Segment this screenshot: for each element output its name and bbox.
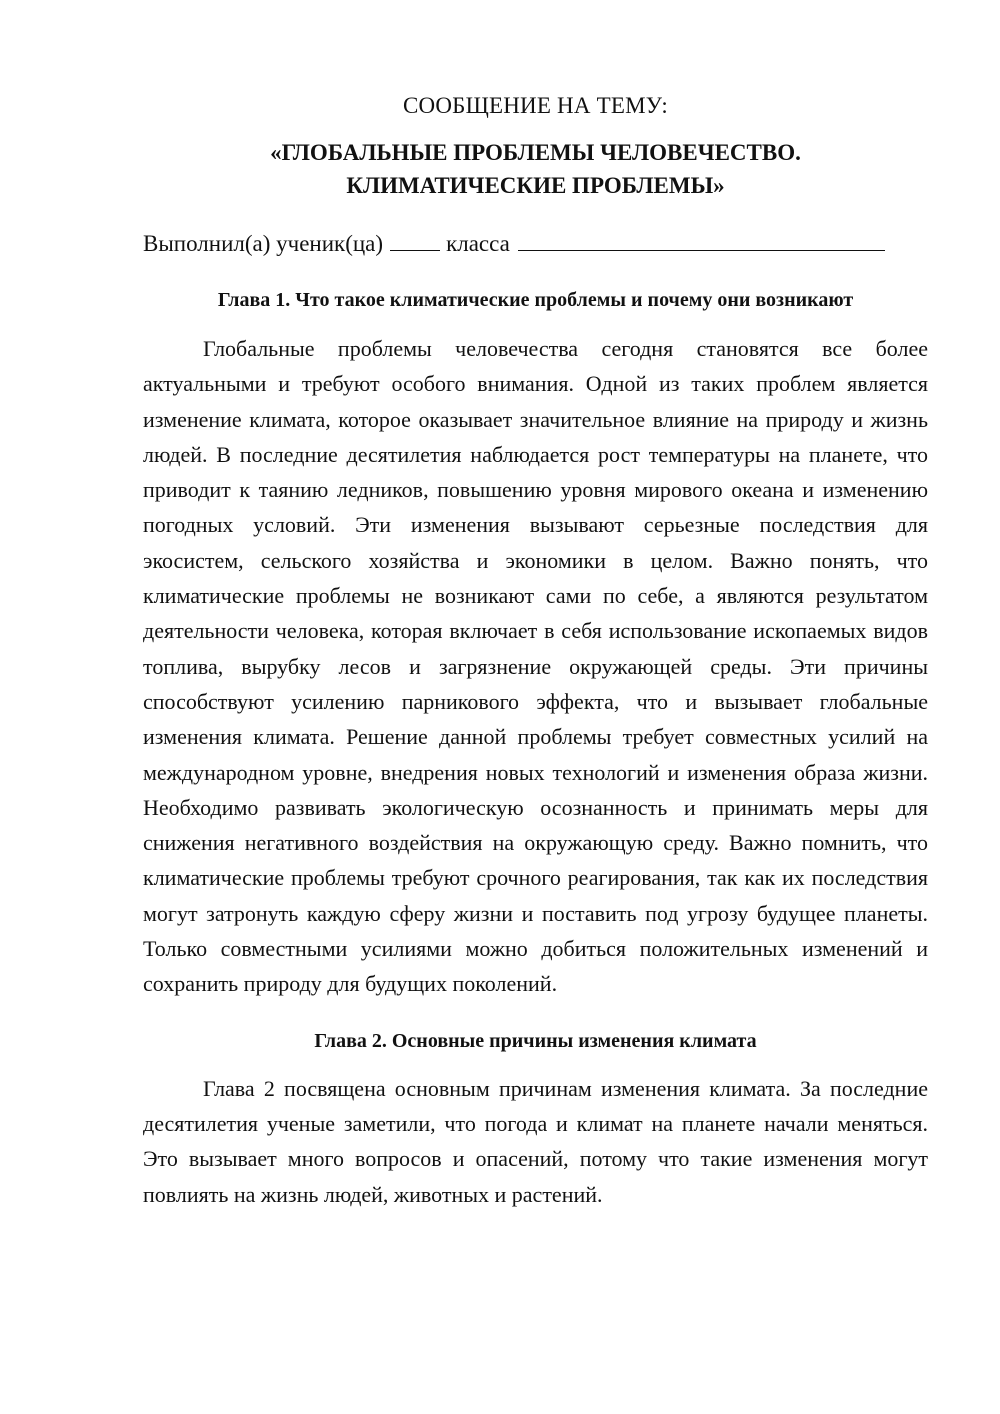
chapter-1-title: Глава 1. Что такое климатические проблемы и почему они возникают bbox=[217, 289, 854, 311]
class-label: класса bbox=[446, 231, 510, 256]
document-page bbox=[143, 90, 928, 1212]
document-title-line-2: КЛИМАТИЧЕСКИЕ ПРОБЛЕМЫ» bbox=[346, 173, 725, 198]
chapter-2-title: Глава 2. Основные причины изменения климата bbox=[314, 1029, 757, 1052]
document-kicker: СООБЩЕНИЕ НА ТЕМУ: bbox=[403, 93, 668, 118]
class-number-blank bbox=[390, 230, 440, 251]
chapter-1-paragraph: Глобальные проблемы человечества сегодня становятся все более актуальными и требуют особого внимания. Одной из таких проблем является изменение климата, которое оказывает значительное влияние на природу и жизнь людей. В последние десятилетия наблюдается рост температуры на планете, что приводит к таянию ледников, повышению уровня мирового океана и изменению погодных условий. Эти изменения вызывают серьезные последствия для экосистем, сельского хозяйства и экономики в целом. Важно понять, что климатические проблемы не возникают сами по себе, а являются результатом деятельности человека, которая включает в себя использование ископаемых видов топлива, вырубку лесов и загрязнение окружающей среды. Эти причины способствуют усилению парникового эффекта, что и вызывает глобальные изменения климата. Решение данной проблемы требует совместных усилий на международном уровне, внедрения новых технологий и изменения образа жизни. Необходимо развивать экологическую осознанность и принимать меры для снижения негативного воздействия на окружающую среду. Важно помнить, что климатические проблемы требуют срочного реагирования, так как их последствия могут затронуть каждую сферу жизни и поставить под угрозу будущее планеты. Только совместными усилиями можно добиться положительных изменений и сохранить природу для будущих поколений. bbox=[143, 336, 928, 997]
chapter-2-paragraph: Глава 2 посвящена основным причинам изменения климата. За последние десятилетия ученые заметили, что погода и климат на планете начали меняться. Это вызывает много вопросов и опасений, потому что такие изменения могут повлиять на жизнь людей, животных и растений. bbox=[143, 1075, 928, 1207]
author-name-blank bbox=[518, 230, 885, 251]
author-prefix: Выполнил(а) ученик(ца) bbox=[143, 231, 384, 256]
document-title-line-1: «ГЛОБАЛЬНЫЕ ПРОБЛЕМЫ ЧЕЛОВЕЧЕСТВО. bbox=[270, 140, 801, 165]
author-line bbox=[143, 227, 928, 261]
